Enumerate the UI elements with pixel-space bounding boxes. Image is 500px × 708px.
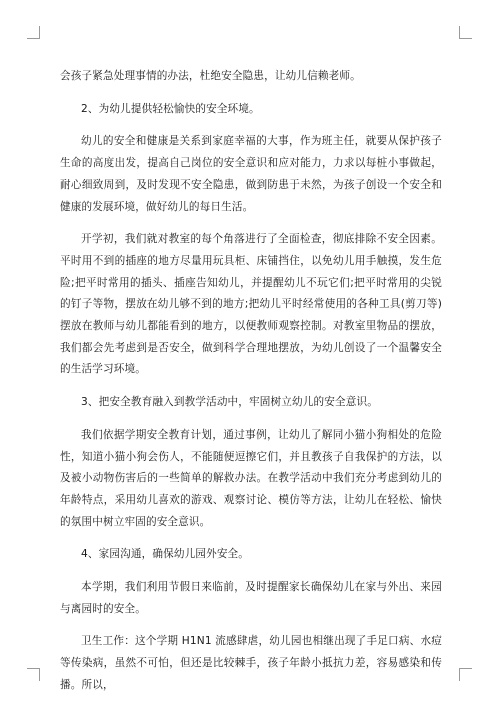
paragraph-safety-education: 我们依据学期安全教育计划，通过事例，让幼儿了解同小猫小狗相处的危险性，知道小猫小狗会伤人，不能随便逗擦它们，并且教孩子自我保护的方法，以及被小动物伤害后的一些简单的解救办法。在教学活动中我们充分考虑到幼儿的年龄特点，采用幼儿喜欢的游戏、观察讨论、模仿等方法，让幼儿在轻松、愉快的氛围中树立牢固的安全意识。	[60, 428, 442, 528]
crop-mark-bottom-right	[459, 668, 472, 681]
crop-mark-top-left	[27, 26, 40, 39]
section-heading-2: 2、为幼儿提供轻松愉快的安全环境。	[81, 102, 260, 115]
crop-mark-bottom-left	[27, 668, 40, 681]
section-heading-3: 3、把安全教育融入到教学活动中，牢固树立幼儿的安全意识。	[81, 396, 378, 409]
section-heading-4: 4、家园沟通，确保幼儿园外安全。	[81, 548, 250, 561]
paragraph-continuation: 会孩子紧急处理事情的办法，杜绝安全隐患，让幼儿信赖老师。	[60, 70, 361, 82]
paragraph-safety-health: 幼儿的安全和健康是关系到家庭幸福的大事，作为班主任，就要从保护孩子生命的高度出发，提高自己岗位的安全意识和应对能力，力求以每桩小事做起，耐心细致周到，及时发现不安全隐患，做到防患于未然，为孩子创设一个安全和健康的发展环境，做好幼儿的每日生活。	[60, 135, 442, 213]
paragraph-holiday-reminder: 本学期，我们利用节假日来临前，及时提醒家长确保幼儿在家与外出、来园与离园时的安全。	[60, 581, 442, 615]
paragraph-classroom-check: 开学初，我们就对教室的每个角落进行了全面检查，彻底排除不安全因素。平时用不到的插座的地方尽量用玩具柜、床铺挡住，以免幼儿用手触摸，发生危险;把平时常用的插头、插座告知幼儿，并提醒幼儿不玩它们;把平时常用的尖锐的钉子等物，摆放在幼儿够不到的地方;把幼儿平时经常使用的各种工具(剪刀等)摆放在教师与幼儿都能看到的地方，以便教师观察控制。对教室里物品的摆放，我们都会先考虑到是否安全，做到科学合理地摆放，为幼儿创设了一个温馨安全的生活学习环境。	[60, 233, 442, 376]
document-body	[60, 66, 442, 708]
crop-mark-top-right	[459, 26, 472, 39]
paragraph-hygiene-work: 卫生工作：这个学期 H1N1 流感肆虐，幼儿园也相继出现了手足口病、水痘等传染病，虽然不可怕，但还是比较棘手，孩子年龄小抵抗力差，容易感染和传播。所以，	[60, 635, 442, 691]
